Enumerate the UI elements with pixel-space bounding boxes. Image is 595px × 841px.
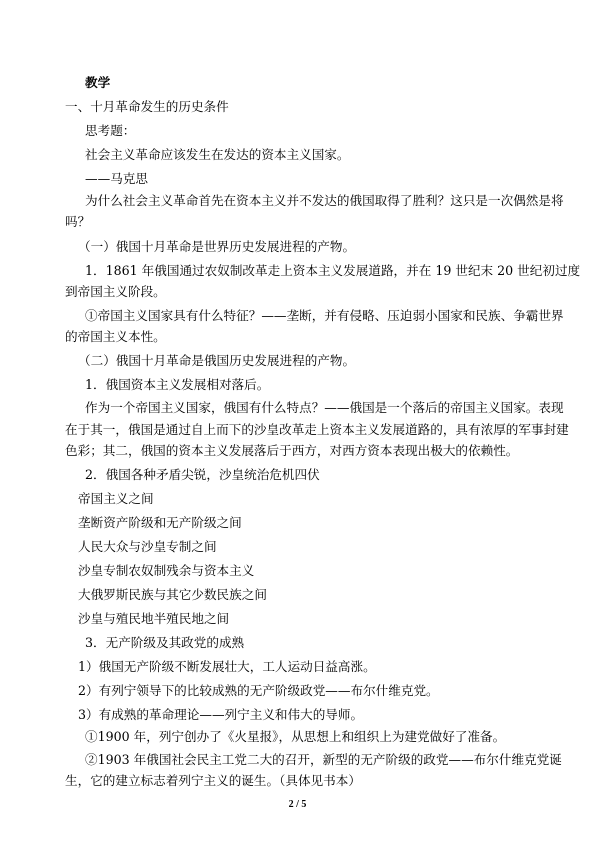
list-item: 帝国主义之间 xyxy=(78,491,154,506)
paragraph-line: ①帝国主义国家具有什么特征？——垄断，并有侵略、压迫弱小国家和民族、争霸世界 xyxy=(85,308,564,323)
heading: 教学 xyxy=(85,75,111,90)
quote-author: ——马克思 xyxy=(85,171,148,186)
page-number: 2 / 5 xyxy=(288,799,307,810)
question-line-2: 吗？ xyxy=(65,214,91,229)
paragraph-line: 到帝国主义阶段。 xyxy=(65,284,166,299)
subsection-title-1: （一）俄国十月革命是世界历史发展进程的产物。 xyxy=(78,239,356,254)
paragraph-line: 2．俄国各种矛盾尖锐，沙皇统治危机四伏 xyxy=(85,467,320,482)
paragraph-line: 在于其一，俄国是通过自上而下的沙皇改革走上资本主义发展道路的，具有浓厚的军事封建 xyxy=(65,422,569,437)
list-item: 沙皇与殖民地半殖民地之间 xyxy=(78,611,230,626)
paragraph-line: ①1900 年，列宁创办了《火星报》，从思想上和组织上为建党做好了准备。 xyxy=(85,729,506,744)
paragraph-line: 1．俄国资本主义发展相对落后。 xyxy=(85,377,270,392)
paragraph-line: 生，它的建立标志着列宁主义的诞生。（具体见书本） xyxy=(65,773,361,788)
quote: 社会主义革命应该发生在发达的资本主义国家。 xyxy=(85,147,350,162)
list-item: 沙皇专制农奴制残余与资本主义 xyxy=(78,563,255,578)
list-item: 人民大众与沙皇专制之间 xyxy=(78,539,217,554)
paragraph-line: 1．1861 年俄国通过农奴制改革走上资本主义发展道路，并在 19 世纪末 20 世纪初过度 xyxy=(85,263,581,278)
list-item: 垄断资产阶级和无产阶级之间 xyxy=(78,515,242,530)
paragraph-line: 的帝国主义本性。 xyxy=(65,329,166,344)
paragraph-line: 2）有列宁领导下的比较成熟的无产阶级政党——布尔什维克党。 xyxy=(78,683,439,698)
subsection-title-2: （二）俄国十月革命是俄国历史发展进程的产物。 xyxy=(78,353,356,368)
list-item: 大俄罗斯民族与其它少数民族之间 xyxy=(78,587,267,602)
think-label: 思考题： xyxy=(85,123,136,138)
paragraph-line: 3）有成熟的革命理论——列宁主义和伟大的导师。 xyxy=(78,707,364,722)
section-title: 一、十月革命发生的历史条件 xyxy=(65,99,229,114)
paragraph-line: 1）俄国无产阶级不断发展壮大，工人运动日益高涨。 xyxy=(78,659,376,674)
question-line-1: 为什么社会主义革命首先在资本主义并不发达的俄国取得了胜利？这只是一次偶然是将 xyxy=(85,193,564,208)
paragraph-line: ②1903 年俄国社会民主工党二大的召开，新型的无产阶级的政党——布尔什维克党诞 xyxy=(85,752,562,767)
paragraph-line: 作为一个帝国主义国家，俄国有什么特点？——俄国是一个落后的帝国主义国家。表现 xyxy=(85,400,564,415)
paragraph-line: 3．无产阶级及其政党的成熟 xyxy=(85,635,245,650)
paragraph-line: 色彩；其二，俄国的资本主义发展落后于西方，对西方资本表现出极大的依赖性。 xyxy=(65,443,519,458)
